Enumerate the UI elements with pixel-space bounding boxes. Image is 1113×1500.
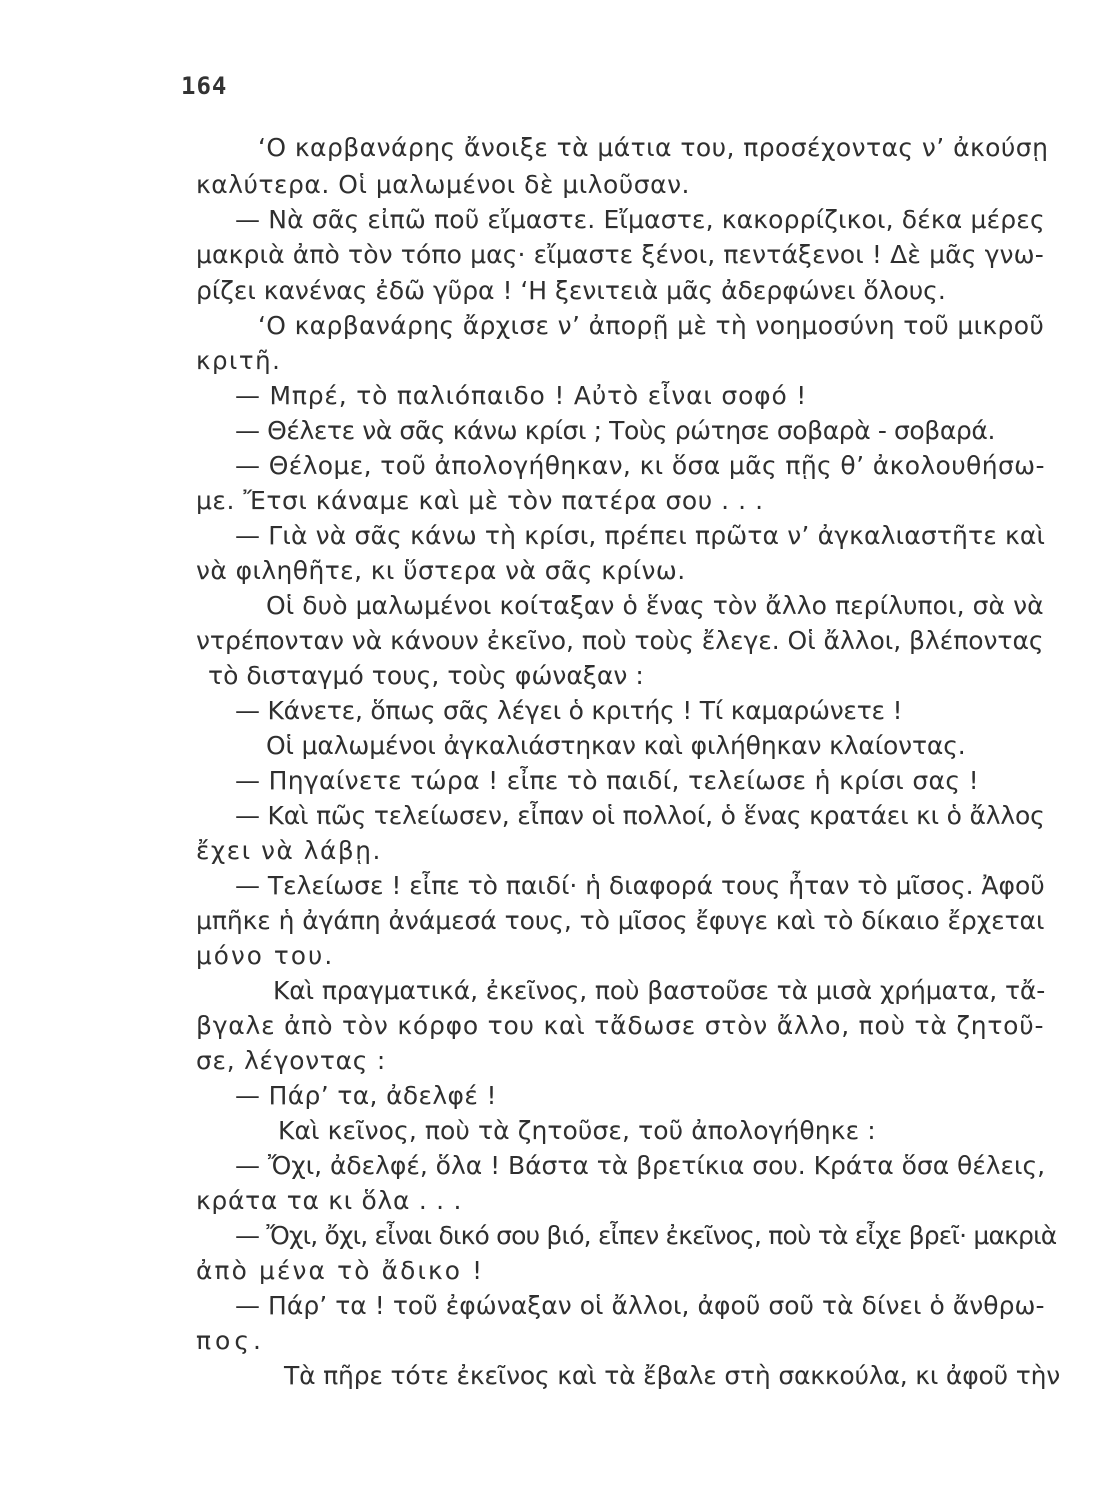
- text-line: ‘Ο καρβανάρης ἄρχισε ν’ ἀπορῇ μὲ τὴ νοημοσύνη τοῦ μικροῦ: [258, 311, 1045, 340]
- text-line: — Γιὰ νὰ σᾶς κάνω τὴ κρίσι, πρέπει πρῶτα ν’ ἀγκαλιαστῆτε καὶ: [235, 521, 1046, 550]
- text-line: Τὰ πῆρε τότε ἐκεῖνος καὶ τὰ ἔβαλε στὴ σακκούλα, κι ἀφοῦ τὴν: [284, 1361, 1061, 1390]
- text-line: νὰ φιληθῆτε, κι ὕστερα νὰ σᾶς κρίνω.: [196, 556, 686, 585]
- text-line: ‘Ο καρβανάρης ἄνοιξε τὰ μάτια του, προσέχοντας ν’ ἀκούσῃ: [258, 133, 1049, 162]
- text-line: πος.: [196, 1326, 265, 1355]
- text-line: — Ὄχι, ἀδελφέ, ὅλα ! Βάστα τὰ βρετίκια σου. Κράτα ὅσα θέλεις,: [235, 1151, 1046, 1180]
- text-line: μόνο του.: [196, 941, 335, 970]
- text-line: — Ὄχι, ὄχι, εἶναι δικό σου βιό, εἶπεν ἐκεῖνος, ποὺ τὰ εἶχε βρεῖ· μακριὰ: [235, 1221, 1057, 1250]
- text-line: κράτα τα κι ὅλα . . .: [196, 1186, 463, 1215]
- text-line: — Κάνετε, ὅπως σᾶς λέγει ὁ κριτής ! Τί καμαρώνετε !: [235, 696, 903, 725]
- text-line: ἀπὸ μένα τὸ ἄδικο !: [196, 1256, 485, 1285]
- text-line: ντρέπονταν νὰ κάνουν ἐκεῖνο, ποὺ τοὺς ἔλεγε. Οἱ ἄλλοι, βλέποντας: [196, 626, 1044, 655]
- text-line: μακριὰ ἀπὸ τὸν τόπο μας· εἴμαστε ξένοι, πεντάξενοι ! Δὲ μᾶς γνω-: [196, 240, 1044, 269]
- text-line: Οἱ μαλωμένοι ἀγκαλιάστηκαν καὶ φιλήθηκαν κλαίοντας.: [266, 731, 966, 760]
- text-line: — Καὶ πῶς τελείωσεν, εἶπαν οἱ πολλοί, ὁ ἕνας κρατάει κι ὁ ἄλλος: [235, 801, 1045, 830]
- text-line: — Πάρ’ τα ! τοῦ ἐφώναξαν οἱ ἄλλοι, ἀφοῦ σοῦ τὰ δίνει ὁ ἄνθρω-: [235, 1291, 1045, 1320]
- text-line: Καὶ πραγματικά, ἐκεῖνος, ποὺ βαστοῦσε τὰ μισὰ χρήματα, τἄ-: [273, 976, 1046, 1005]
- text-line: καλύτερα. Οἱ μαλωμένοι δὲ μιλοῦσαν.: [196, 170, 691, 199]
- text-line: — Πάρ’ τα, ἀδελφέ !: [235, 1081, 497, 1110]
- text-line: — Μπρέ, τὸ παλιόπαιδο ! Αὐτὸ εἶναι σοφό !: [235, 381, 808, 410]
- text-line: μπῆκε ἡ ἀγάπη ἀνάμεσά τους, τὸ μῖσος ἔφυγε καὶ τὸ δίκαιο ἔρχεται: [196, 906, 1045, 935]
- page-number: 164: [181, 72, 228, 100]
- text-line: ἔχει νὰ λάβῃ.: [196, 836, 382, 865]
- text-line: κριτῆ.: [196, 346, 282, 375]
- text-line: με. Ἔτσι κάναμε καὶ μὲ τὸν πατέρα σου . . .: [196, 486, 764, 515]
- text-line: — Νὰ σᾶς εἰπῶ ποῦ εἴμαστε. Εἴμαστε, κακορρίζικοι, δέκα μέρες: [235, 205, 1045, 234]
- text-line: — Τελείωσε ! εἶπε τὸ παιδί· ἡ διαφορά τους ἦταν τὸ μῖσος. Ἀφοῦ: [235, 871, 1045, 900]
- text-line: βγαλε ἀπὸ τὸν κόρφο του καὶ τἄδωσε στὸν ἄλλο, ποὺ τὰ ζητοῦ-: [196, 1011, 1045, 1040]
- text-line: — Θέλομε, τοῦ ἀπολογήθηκαν, κι ὅσα μᾶς πῇς θ’ ἀκολουθήσω-: [235, 451, 1045, 480]
- text-line: τὸ δισταγμό τους, τοὺς φώναξαν :: [208, 661, 644, 690]
- text-line: — Πηγαίνετε τώρα ! εἶπε τὸ παιδί, τελείωσε ἡ κρίσι σας !: [235, 766, 979, 795]
- text-line: Καὶ κεῖνος, ποὺ τὰ ζητοῦσε, τοῦ ἀπολογήθηκε :: [278, 1116, 876, 1145]
- text-line: σε, λέγοντας :: [196, 1046, 386, 1075]
- text-line: — Θέλετε νὰ σᾶς κάνω κρίσι ; Τοὺς ρώτησε σοβαρὰ - σοβαρά.: [235, 416, 995, 445]
- text-line: ρίζει κανένας ἐδῶ γῦρα ! ‘Η ξενιτειὰ μᾶς ἀδερφώνει ὅλους.: [196, 276, 946, 305]
- text-line: Οἱ δυὸ μαλωμένοι κοίταξαν ὁ ἕνας τὸν ἄλλο περίλυποι, σὰ νὰ: [266, 591, 1044, 620]
